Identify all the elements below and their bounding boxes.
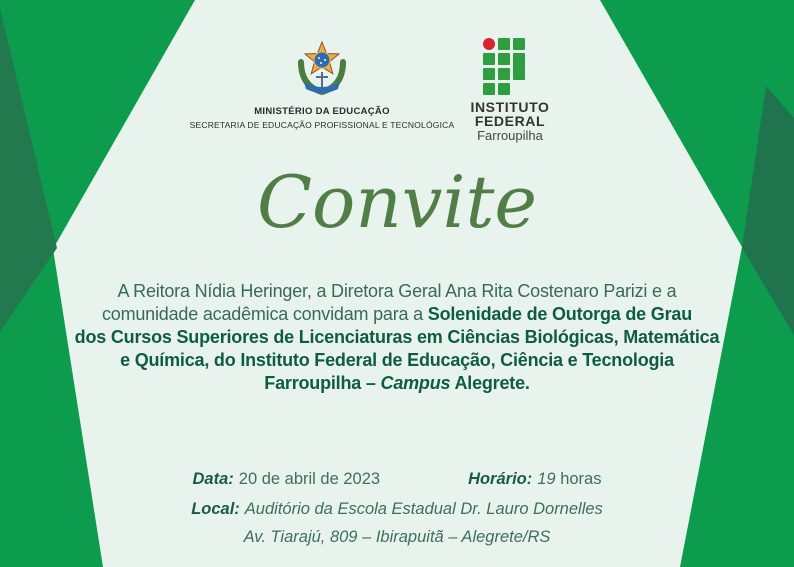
place-label: Local:	[191, 500, 240, 518]
date-time-row	[0, 470, 794, 489]
invitation-paragraph	[40, 280, 754, 395]
time-label: Horário:	[468, 470, 533, 488]
address-value: Av. Tiarajú, 809 – Ibirapuitã – Alegrete/RS	[243, 528, 551, 546]
brazil-coat-of-arms-icon	[293, 36, 351, 98]
time-value-unit: horas	[560, 470, 602, 488]
mec-subtitle: SECRETARIA DE EDUCAÇÃO PROFISSIONAL E TECNOLÓGICA	[189, 120, 455, 130]
paragraph-line: comunidade acadêmica convidam para a Solenidade de Outorga de Grau	[101, 304, 693, 324]
if-name-line2: FEDERAL	[474, 113, 546, 129]
invitation-title: Convite	[256, 160, 538, 244]
date-item	[193, 470, 381, 489]
mec-title: MINISTÉRIO DA EDUCAÇÃO	[254, 106, 390, 117]
if-campus-name: Farroupilha	[477, 128, 543, 143]
event-details	[0, 470, 794, 556]
paragraph-line: e Química, do Instituto Federal de Educação, Ciência e Tecnologia	[120, 350, 674, 370]
time-item	[468, 470, 601, 489]
address-row	[0, 528, 794, 547]
if-logo-icon	[483, 38, 537, 95]
time-value-number: 19	[537, 470, 556, 488]
paragraph-line: dos Cursos Superiores de Licenciaturas em Ciências Biológicas, Matemática	[74, 327, 720, 347]
place-row	[0, 500, 794, 519]
paragraph-line: Farroupilha – Campus Alegrete.	[264, 373, 530, 393]
paragraph-line: A Reitora Nídia Heringer, a Diretora Geral Ana Rita Costenaro Parizi e a	[117, 281, 677, 301]
if-name-line1: INSTITUTO	[470, 99, 550, 115]
date-label: Data:	[192, 470, 234, 488]
date-value: 20 de abril de 2023	[238, 470, 381, 488]
if-logo-block	[445, 38, 575, 144]
place-value: Auditório da Escola Estadual Dr. Lauro Dornelles	[244, 500, 603, 518]
mec-logo-block	[162, 36, 482, 130]
